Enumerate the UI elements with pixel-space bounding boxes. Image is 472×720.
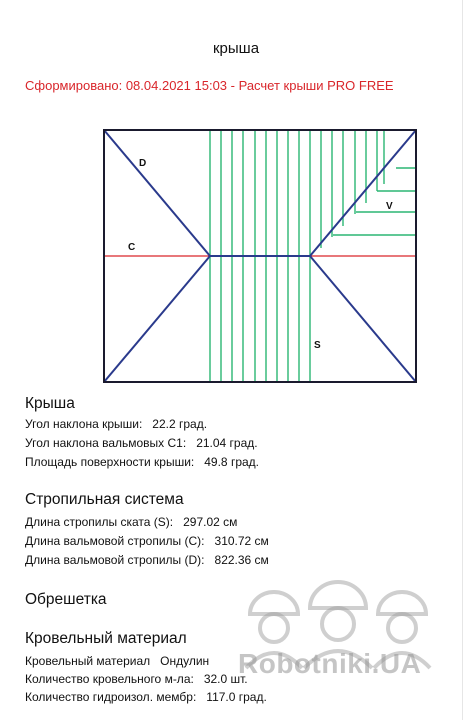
label-c: C [128,242,136,253]
roof-row [25,436,258,450]
row-value: 822.36 см [214,553,269,567]
label-d: D [139,158,147,169]
rafters-row [25,534,269,548]
roof-row [25,417,207,431]
material-row [25,690,267,704]
rafters-heading: Стропильная система [25,491,184,508]
roof-row [25,455,259,469]
material-heading: Кровельный материал [25,630,187,647]
row-label: Длина вальмовой стропилы (C): [25,534,205,548]
row-value: 297.02 см [183,515,238,529]
material-row [25,654,209,668]
row-label: Длина вальмовой стропилы (D): [25,553,205,567]
row-label: Длина стропилы ската (S): [25,515,174,529]
label-v: V [386,201,393,212]
rafters-row [25,515,237,529]
generated-line: Сформировано: 08.04.2021 15:03 - Расчет крыши PRO FREE [25,78,394,93]
lathing-heading: Обрешетка [25,591,107,608]
row-label: Площадь поверхности крыши: [25,455,195,469]
row-value: 32.0 шт. [203,672,248,686]
row-label: Количество гидроизол. мембр: [25,690,197,704]
row-value: 310.72 см [214,534,269,548]
label-s: S [314,340,321,351]
row-label: Угол наклона крыши: [25,417,143,431]
row-label: Количество кровельного м-ла: [25,672,194,686]
row-value: Ондулин [160,654,210,668]
watermark-text: Robotniki.UA [238,648,422,679]
row-label: Кровельный материал [25,654,151,668]
row-value: 21.04 град. [196,436,258,450]
roof-heading: Крыша [25,395,75,412]
row-label: Угол наклона вальмовых С1: [25,436,187,450]
rafters-row [25,553,269,567]
page-title: крыша [212,40,260,57]
row-value: 22.2 град. [152,417,208,431]
material-row [25,672,248,686]
row-value: 49.8 град. [204,455,259,469]
watermark-workers-icon [232,568,462,708]
row-value: 117.0 град. [206,690,267,704]
